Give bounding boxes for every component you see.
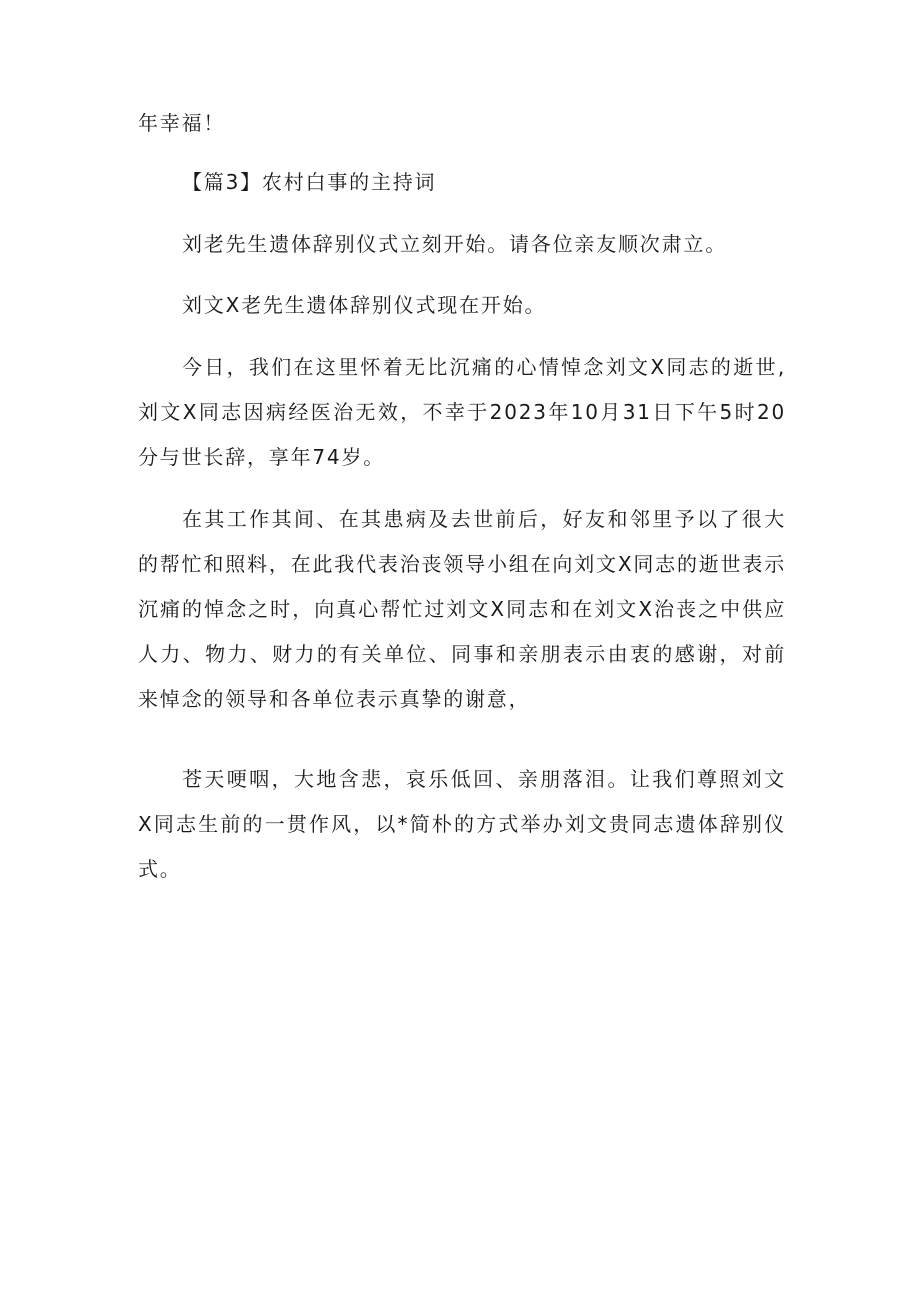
- paragraph-thanks: 在其工作其间、在其患病及去世前后，好友和邻里予以了很大的帮忙和照料，在此我代表治丧领导小组在向刘文X同志的逝世表示沉痛的悼念之时，向真心帮忙过刘文X同志和在刘文X治丧之中供应人力、物力、财力的有关单位、同事和亲朋表示由衷的感谢，对前来悼念的领导和各单位表示真挚的谢意，: [138, 507, 786, 711]
- continuation-line: 年幸福！: [138, 111, 226, 135]
- paragraph-opening: 刘老先生遗体辞别仪式立刻开始。请各位亲友顺次肃立。: [182, 232, 727, 256]
- paragraph-start: 刘文X老先生遗体辞别仪式现在开始。: [182, 293, 547, 317]
- paragraph-closing: 苍天哽咽，大地含悲，哀乐低回、亲朋落泪。让我们尊照刘文X同志生前的一贯作风，以*简朴的方式举办刘文贵同志遗体辞别仪式。: [138, 767, 786, 881]
- section-heading: 【篇3】农村白事的主持词: [182, 170, 437, 194]
- paragraph-mourning: 今日，我们在这里怀着无比沉痛的心情悼念刘文X同志的逝世,刘文X同志因病经医治无效，不幸于2023年10月31日下午5时20分与世长辞，享年74岁。: [138, 355, 786, 469]
